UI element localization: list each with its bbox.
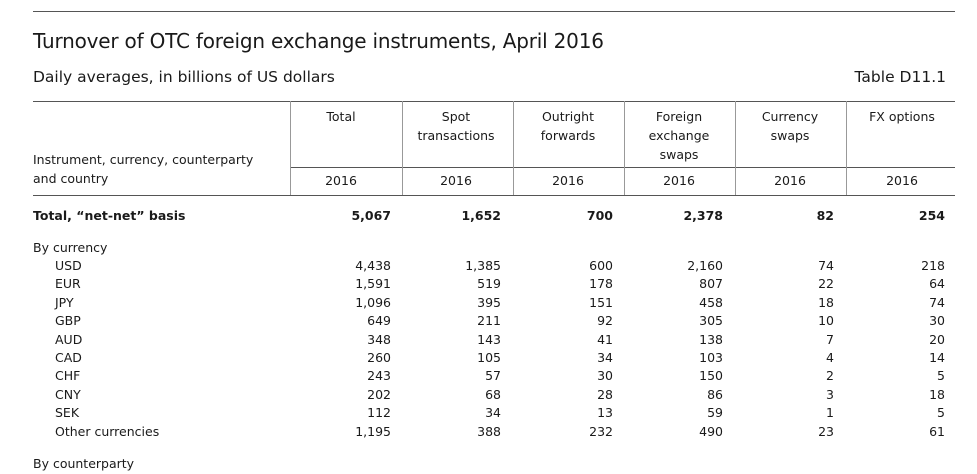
table-cell: 1,096 — [355, 294, 391, 310]
table-cell: 22 — [818, 276, 834, 292]
header-rule-year — [290, 167, 955, 168]
table-cell: 243 — [367, 368, 391, 384]
table-row — [0, 424, 977, 442]
column-year: 2016 — [663, 173, 695, 188]
column-header-line: swaps — [770, 128, 810, 143]
column-header — [735, 107, 845, 145]
table-cell: 490 — [699, 423, 723, 439]
header-rule-bottom — [33, 195, 955, 196]
table-row — [0, 276, 977, 294]
table-cell: 2 — [826, 368, 834, 384]
table-row — [0, 313, 977, 331]
column-year: 2016 — [440, 173, 472, 188]
table-cell: 2,378 — [683, 208, 723, 223]
table-row — [0, 387, 977, 405]
section-label — [0, 240, 977, 258]
table-cell: 218 — [921, 258, 945, 273]
table-row — [0, 368, 977, 386]
column-header-line: Outright — [541, 109, 595, 124]
table-cell: 4,438 — [355, 258, 391, 273]
table-row — [0, 258, 977, 276]
table-cell: 105 — [477, 350, 501, 365]
column-header — [847, 107, 957, 126]
table-cell: 348 — [367, 331, 391, 347]
top-rule — [33, 11, 955, 12]
table-cell: 92 — [597, 313, 613, 329]
table-cell: 150 — [699, 368, 723, 384]
table-cell: 260 — [367, 350, 391, 365]
table-subtitle: Daily averages, in billions of US dollars — [33, 68, 335, 86]
column-header-line: Foreign — [655, 109, 703, 124]
table-cell: 1,385 — [465, 258, 501, 273]
table-cell: 458 — [699, 294, 723, 310]
stub-header-line2: and country — [33, 171, 109, 186]
table-cell: 2,160 — [687, 258, 723, 273]
table-id: Table D11.1 — [854, 68, 946, 86]
column-year: 2016 — [552, 173, 584, 188]
table-cell: 232 — [589, 423, 613, 439]
row-label: CHF — [55, 368, 81, 384]
table-cell: 59 — [707, 405, 723, 421]
table-cell: 143 — [477, 331, 501, 347]
table-cell: 23 — [818, 423, 834, 439]
table-cell: 18 — [818, 294, 834, 310]
table-cell: 74 — [818, 258, 834, 273]
table-cell: 30 — [929, 313, 945, 329]
column-header-line: transactions — [417, 128, 495, 143]
table-cell: 202 — [367, 386, 391, 402]
table-cell: 5 — [937, 405, 945, 421]
row-label: GBP — [55, 313, 81, 329]
table-cell: 807 — [699, 276, 723, 292]
table-cell: 20 — [929, 331, 945, 347]
table-cell: 5 — [937, 368, 945, 384]
table-cell: 138 — [699, 331, 723, 347]
row-label: Total, “net-net” basis — [33, 208, 186, 223]
table-row — [0, 295, 977, 313]
table-cell: 3 — [826, 386, 834, 402]
table-cell: 1,652 — [461, 208, 501, 223]
table-cell: 649 — [367, 313, 391, 329]
table-cell: 254 — [918, 208, 945, 223]
row-label: EUR — [55, 276, 81, 292]
table-cell: 700 — [586, 208, 613, 223]
table-cell: 74 — [929, 294, 945, 310]
table-cell: 10 — [818, 313, 834, 329]
table-cell: 13 — [597, 405, 613, 421]
column-header — [513, 107, 623, 145]
column-header-line: exchange — [648, 128, 710, 143]
section-label — [0, 456, 977, 474]
table-row — [0, 405, 977, 423]
header-rule-top — [33, 101, 955, 102]
column-header — [286, 107, 396, 126]
table-cell: 1,591 — [355, 276, 391, 292]
table-cell: 68 — [485, 386, 501, 402]
table-cell: 103 — [699, 350, 723, 365]
table-cell: 112 — [367, 405, 391, 421]
table-cell: 18 — [929, 386, 945, 402]
row-label: SEK — [55, 405, 80, 421]
table-cell: 519 — [477, 276, 501, 292]
table-cell: 1 — [826, 405, 834, 421]
row-label: CAD — [55, 350, 82, 365]
table-cell: 86 — [707, 386, 723, 402]
table-cell: 4 — [826, 350, 834, 365]
table-cell: 600 — [589, 258, 613, 273]
table-cell: 41 — [597, 331, 613, 347]
table-cell: 1,195 — [355, 423, 391, 439]
column-header-line: swaps — [659, 147, 699, 162]
table-cell: 395 — [477, 294, 501, 310]
table-cell: 151 — [589, 294, 613, 310]
column-header-line: Currency — [761, 109, 819, 124]
table-title: Turnover of OTC foreign exchange instruments, April 2016 — [33, 29, 604, 53]
table-cell: 7 — [826, 331, 834, 347]
column-header — [401, 107, 511, 145]
column-header — [624, 107, 734, 164]
table-cell: 305 — [699, 313, 723, 329]
column-year: 2016 — [886, 173, 918, 188]
column-header-line: FX options — [869, 109, 935, 124]
column-year: 2016 — [325, 173, 357, 188]
table-row — [0, 350, 977, 368]
table-cell: 34 — [485, 405, 501, 421]
row-label: By currency — [33, 240, 108, 255]
total-row — [0, 208, 977, 226]
row-label: Other currencies — [55, 423, 160, 439]
stub-header — [33, 150, 273, 188]
table-cell: 61 — [929, 423, 945, 439]
table-cell: 28 — [597, 386, 613, 402]
table-cell: 57 — [485, 368, 501, 384]
table-cell: 5,067 — [351, 208, 391, 223]
column-header-line: Spot — [441, 109, 471, 124]
table-cell: 82 — [816, 208, 834, 223]
table-cell: 30 — [597, 368, 613, 384]
column-header-line: forwards — [540, 128, 596, 143]
column-year: 2016 — [774, 173, 806, 188]
table-row — [0, 332, 977, 350]
table-cell: 211 — [477, 313, 501, 329]
table-cell: 34 — [597, 350, 613, 365]
row-label: AUD — [55, 331, 83, 347]
table-cell: 64 — [929, 276, 945, 292]
row-label: USD — [55, 258, 82, 273]
table-cell: 178 — [589, 276, 613, 292]
row-label: CNY — [55, 386, 81, 402]
row-label: JPY — [55, 294, 74, 310]
table-cell: 14 — [929, 350, 945, 365]
row-label: By counterparty — [33, 456, 135, 471]
table-cell: 388 — [477, 423, 501, 439]
stub-header-line1: Instrument, currency, counterparty — [33, 152, 254, 167]
column-header-line: Total — [326, 109, 356, 124]
